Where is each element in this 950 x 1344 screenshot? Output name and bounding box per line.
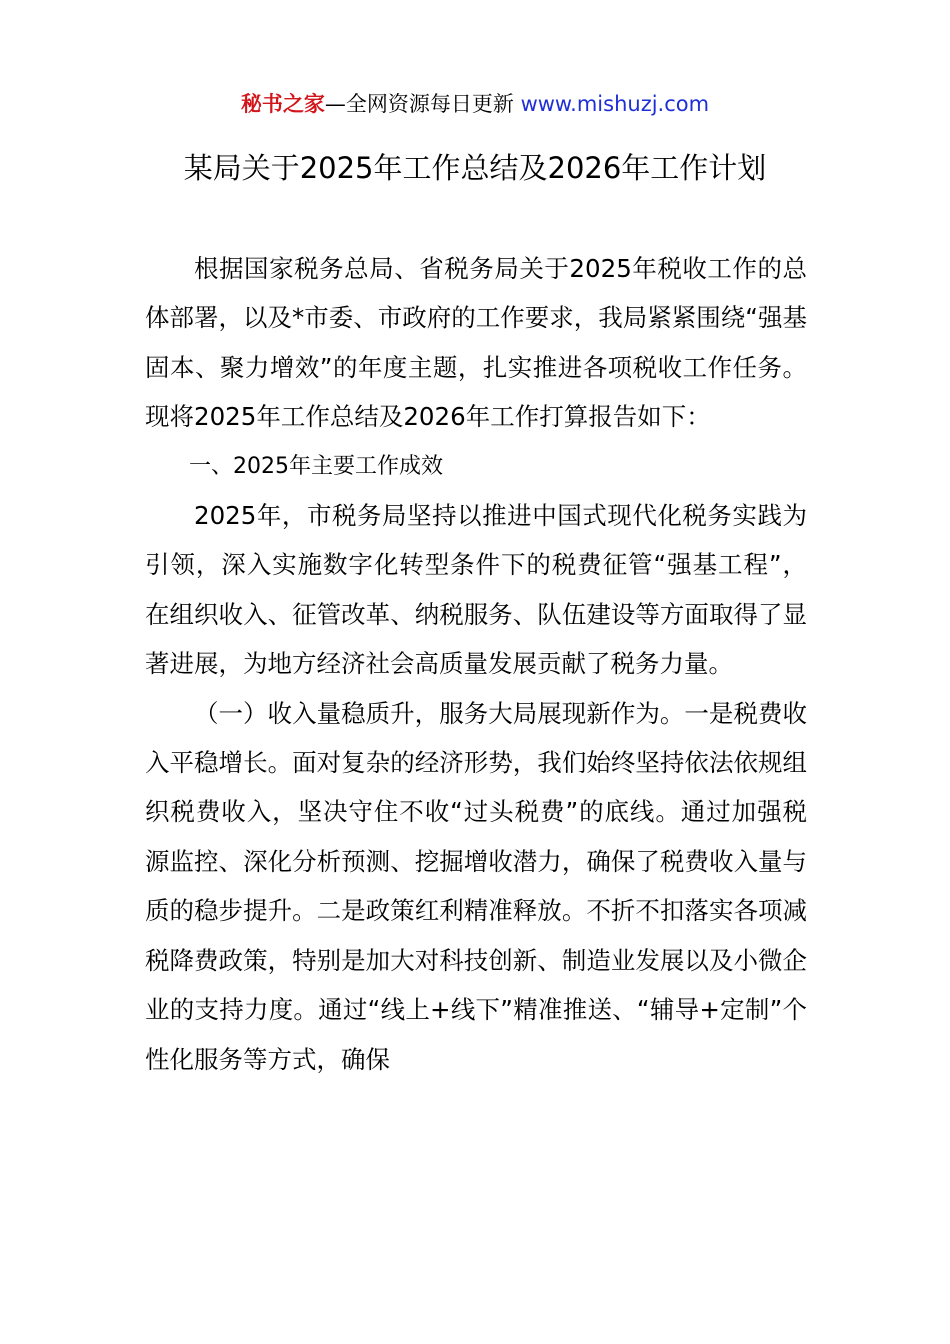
site-name: 秘书之家 xyxy=(240,92,325,116)
body-paragraph: （一）收入量稳质升，服务大局展现新作为。一是税费收入平稳增长。面对复杂的经济形势，我们始终坚持依法依规组织税费收入，坚决守住不收“过头税费”的底线。通过加强税源监控、深化分析预测、挖掘增收潜力，确保了税费收入量与质的稳步提升。二是政策红利精准释放。不折不扣落实各项减税降费政策，特别是加大对科技创新、制造业发展以及小微企业的支持力度。通过“线上+线下”精准推送、“辅导+定制”个性化服务等方式，确保 xyxy=(145,698,807,1074)
body-paragraph: 2025年，市税务局坚持以推进中国式现代化税务实践为引领，深入实施数字化转型条件下的税费征管“强基工程”，在组织收入、征管改革、纳税服务、队伍建设等方面取得了显著进展，为地方经济社会高质量发展贡献了税务力量。 xyxy=(145,501,807,679)
intro-paragraph: 根据国家税务总局、省税务局关于2025年税收工作的总体部署，以及*市委、市政府的工作要求，我局紧紧围绕“强基固本、聚力增效”的年度主题，扎实推进各项税收工作任务。现将2025年工作总结及2026年工作打算报告如下： xyxy=(145,254,807,432)
site-url-link[interactable]: www.mishuzj.com xyxy=(520,92,710,116)
site-tagline: —全网资源每日更新 xyxy=(324,92,521,116)
section-heading: 一、2025年主要工作成效 xyxy=(189,453,443,479)
site-header xyxy=(0,88,950,120)
document-body xyxy=(145,244,807,1084)
document-title: 某局关于2025年工作总结及2026年工作计划 xyxy=(183,151,767,185)
